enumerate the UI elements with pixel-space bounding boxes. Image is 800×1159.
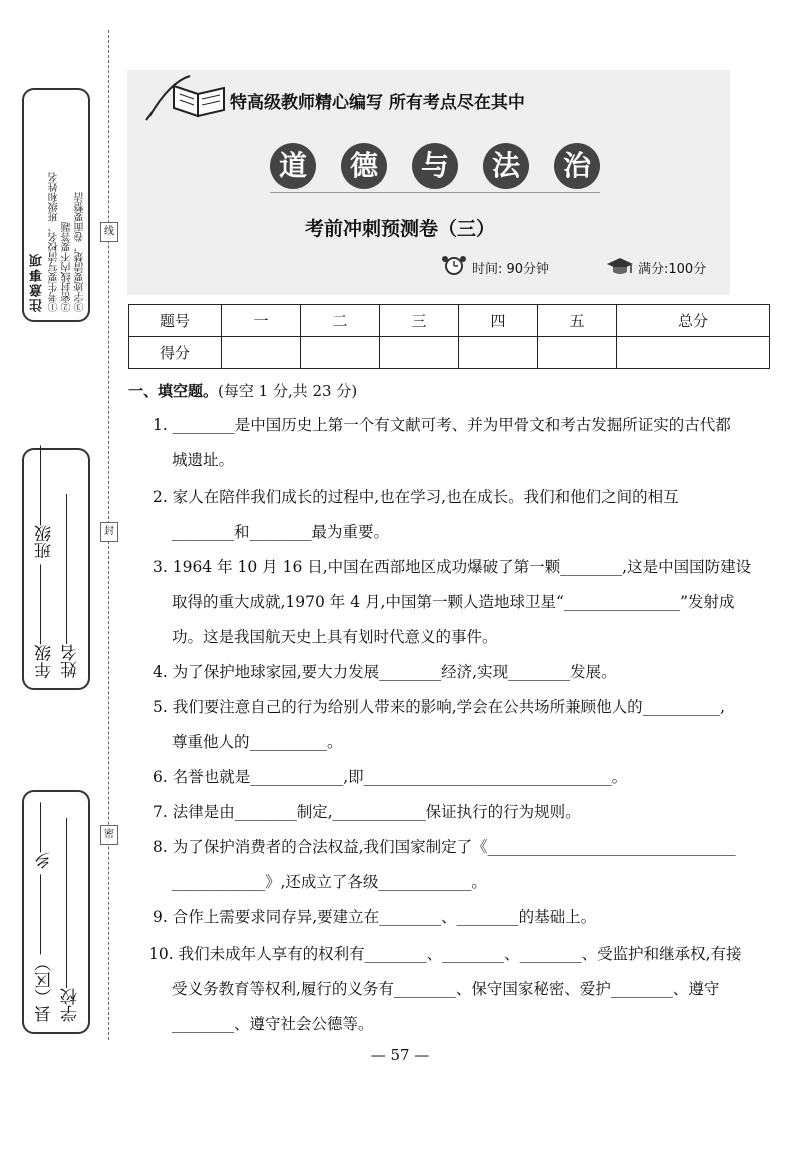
subject-char: 德 [341,143,387,189]
section-title: 一、填空题。 [128,382,219,400]
section-heading [128,380,357,401]
question-line: 10. 我们未成年人享有的权利有________、________、________、受监护和继承权,有接 [149,945,742,963]
notice-items [48,98,87,312]
question-line: 9. 合作上需要求同存异,要建立在________、________的基础上。 [153,908,597,926]
score-cell[interactable] [301,337,380,369]
question-line: ____________》,还成立了各级____________。 [172,873,487,891]
subject-char: 与 [412,143,458,189]
class-label: 班级 [35,524,55,559]
notice-item: ①考生要写清校名、班级和姓名 [49,172,60,312]
cut-mark-xian: 线 [100,222,118,242]
table-header-cell: 一 [222,305,301,337]
name-field[interactable] [58,494,83,678]
score-row-label: 得分 [129,337,222,369]
grade-field[interactable] [32,445,57,678]
section-note: (每空 1 分,共 23 分) [218,382,358,400]
question-1 [153,408,778,478]
question-line: 7. 法律是由________制定,____________保证执行的行为规则。 [153,803,581,821]
binding-sidebar [0,0,115,1050]
table-header-cell: 三 [380,305,459,337]
table-header-cell: 二 [301,305,380,337]
full-score: 满分:100分 [638,262,707,277]
question-line: 取得的重大成就,1970 年 4 月,中国第一颗人造地球卫星“_______________”发射成 [172,593,735,611]
question-line: 8. 为了保护消费者的合法权益,我们国家制定了《________________________________ [153,838,736,856]
county-field[interactable] [32,802,57,1022]
table-header-cell: 四 [459,305,538,337]
question-line: 1. ________是中国历史上第一个有文献可考、并为甲骨文和考古发掘所证实的古代都 [153,416,731,434]
notice-box [22,88,90,322]
question-line: 受义务教育等权利,履行的义务有________、保守国家秘密、爱护________、遵守 [172,980,720,998]
subject-char: 道 [270,143,316,189]
score-table [128,304,770,369]
question-line: 功。这是我国航天史上具有划时代意义的事件。 [172,628,498,646]
cut-mark-mi: 密 [100,825,118,845]
graduation-cap-icon [605,256,635,276]
question-9 [153,900,778,935]
question-line: ________、遵守社会公德等。 [172,1015,374,1033]
question-line: 5. 我们要注意自己的行为给别人带来的影响,学会在公共场所兼顾他人的__________, [153,698,726,716]
score-cell[interactable] [459,337,538,369]
question-2 [153,480,778,550]
notice-item: ②密封线内不要答题 [62,222,73,312]
table-header-cell: 总分 [617,305,770,337]
notice-title: 注意事项 [30,252,45,312]
county-label: 县（区） [35,954,55,1022]
table-header-cell: 五 [538,305,617,337]
question-line: 城遗址。 [172,451,235,469]
question-line: 6. 名誉也就是____________,即________________________________。 [153,768,628,786]
question-6 [153,760,778,795]
table-row [129,305,770,337]
exam-time: 时间: 90分钟 [472,262,550,277]
question-line: ________和________最为重要。 [172,523,390,541]
township-label: 乡 [35,851,55,869]
score-cell[interactable] [222,337,301,369]
subject-char: 法 [483,143,529,189]
clock-icon [440,256,468,276]
question-4 [153,655,778,690]
grade-label: 年级 [35,644,55,678]
school-info-box [22,790,90,1034]
name-label: 姓名 [61,644,81,678]
school-label: 学校 [61,988,81,1022]
notice-item: ③字迹要清楚，卷面要整洁 [75,192,86,312]
book-quill-icon [140,72,228,124]
table-row [129,337,770,369]
question-line: 尊重他人的__________。 [172,733,343,751]
question-7 [153,795,778,830]
question-3 [153,550,778,655]
table-header-cell: 题号 [129,305,222,337]
score-cell[interactable] [538,337,617,369]
question-line: 2. 家人在陪伴我们成长的过程中,也在学习,也在成长。我们和他们之间的相互 [153,488,679,506]
school-field[interactable] [58,818,83,1022]
slogan: 特高级教师精心编写 所有考点尽在其中 [230,93,525,113]
question-8 [153,830,778,900]
score-cell[interactable] [380,337,459,369]
title-divider [270,192,600,193]
exam-title: 考前冲刺预测卷（三） [304,218,495,240]
question-5 [153,690,778,760]
question-10 [149,937,774,1042]
subject-char: 治 [554,143,600,189]
cut-mark-feng: 封 [100,522,118,542]
score-cell[interactable] [617,337,770,369]
question-line: 4. 为了保护地球家园,要大力发展________经济,实现________发展。 [153,663,617,681]
question-line: 3. 1964 年 10 月 16 日,中国在西部地区成功爆破了第一颗________,这是中国国防建设 [153,558,752,576]
student-info-box [22,448,90,690]
page-number: — 57 — [370,1046,430,1064]
